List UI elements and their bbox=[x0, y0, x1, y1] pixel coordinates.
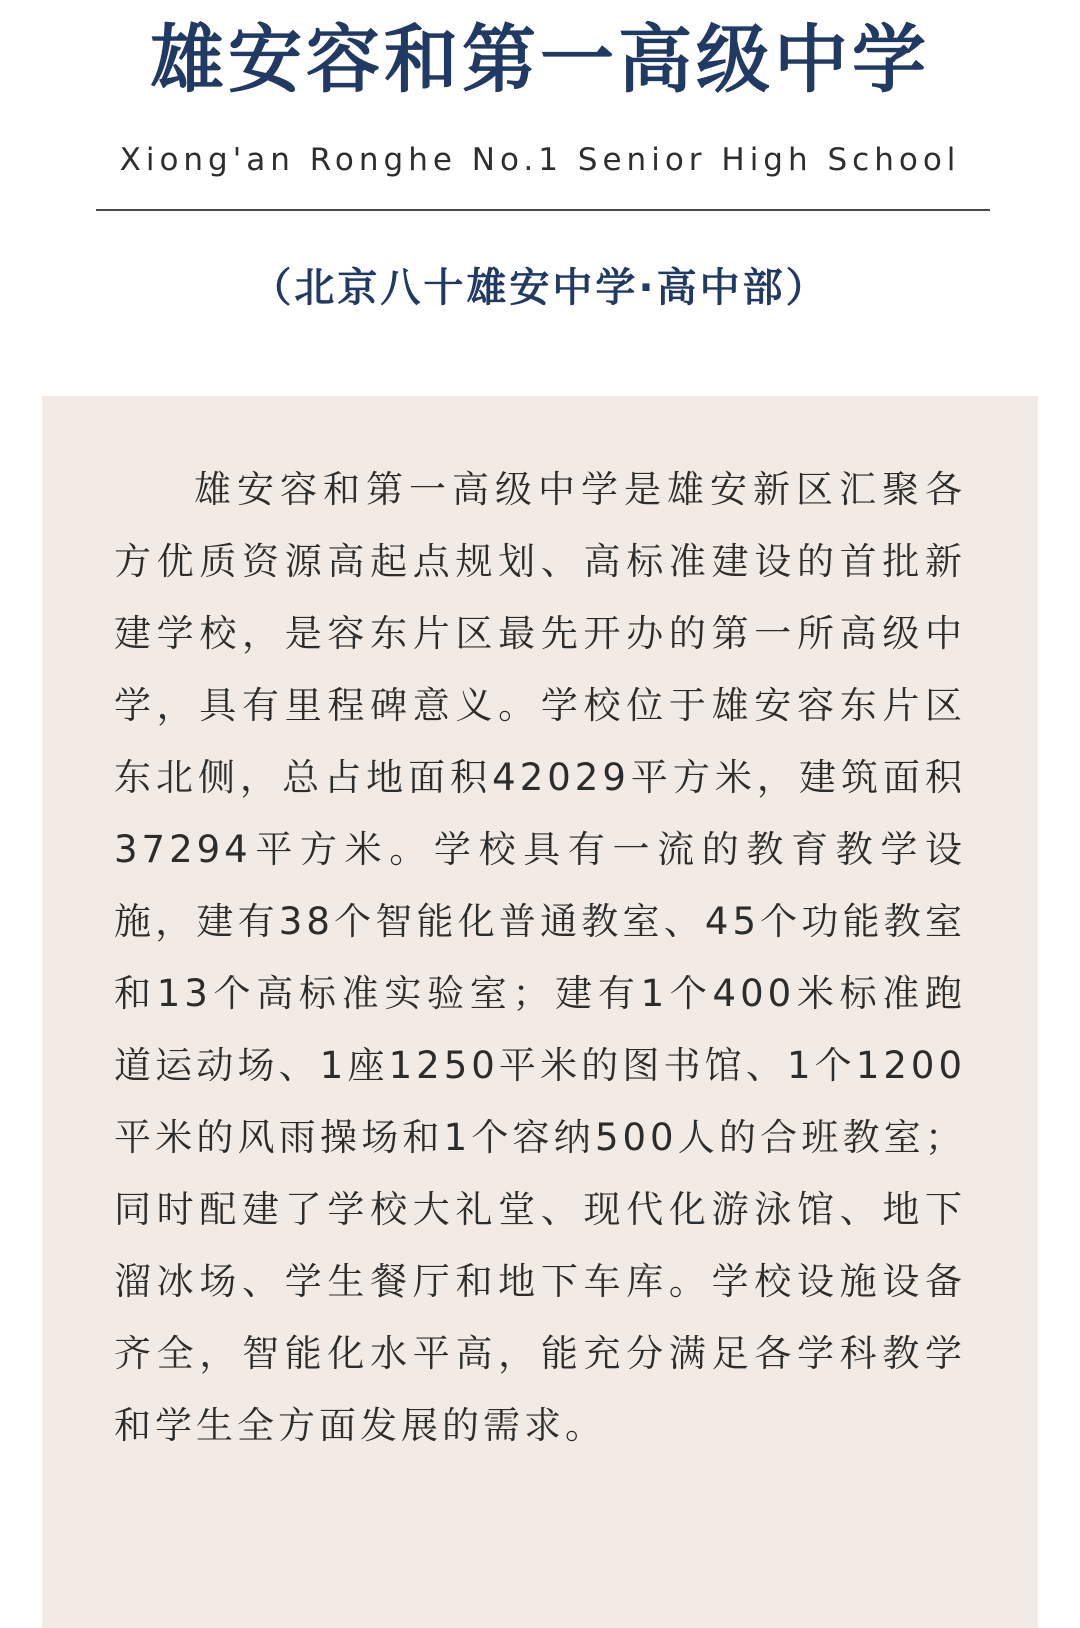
english-subtitle: Xiong'an Ronghe No.1 Senior High School bbox=[119, 142, 961, 178]
chinese-subtitle: （北京八十雄安中学·高中部） bbox=[251, 265, 829, 311]
title-divider bbox=[96, 209, 990, 211]
intro-paragraph: 雄安容和第一高级中学是雄安新区汇聚各方优质资源高起点规划、高标准建设的首批新建学校，是容东片区最先开办的第一所高级中学，具有里程碑意义。学校位于雄安容东片区东北侧，总占地面积42029平方米，建筑面积37294平方米。学校具有一流的教育教学设施，建有38个智能化普通教室、45个功能教室和13个高标准实验室；建有1个400米标准跑道运动场、1座1250平米的图书馆、1个1200平米的风雨操场和1个容纳500人的合班教室；同时配建了学校大礼堂、现代化游泳馆、地下溜冰场、学生餐厅和地下车库。学校设施设备齐全，智能化水平高，能充分满足各学科教学和学生全方面发展的需求。 bbox=[114, 468, 966, 1447]
page-title: 雄安容和第一高级中学 bbox=[150, 17, 930, 103]
intro-panel bbox=[42, 396, 1038, 1628]
